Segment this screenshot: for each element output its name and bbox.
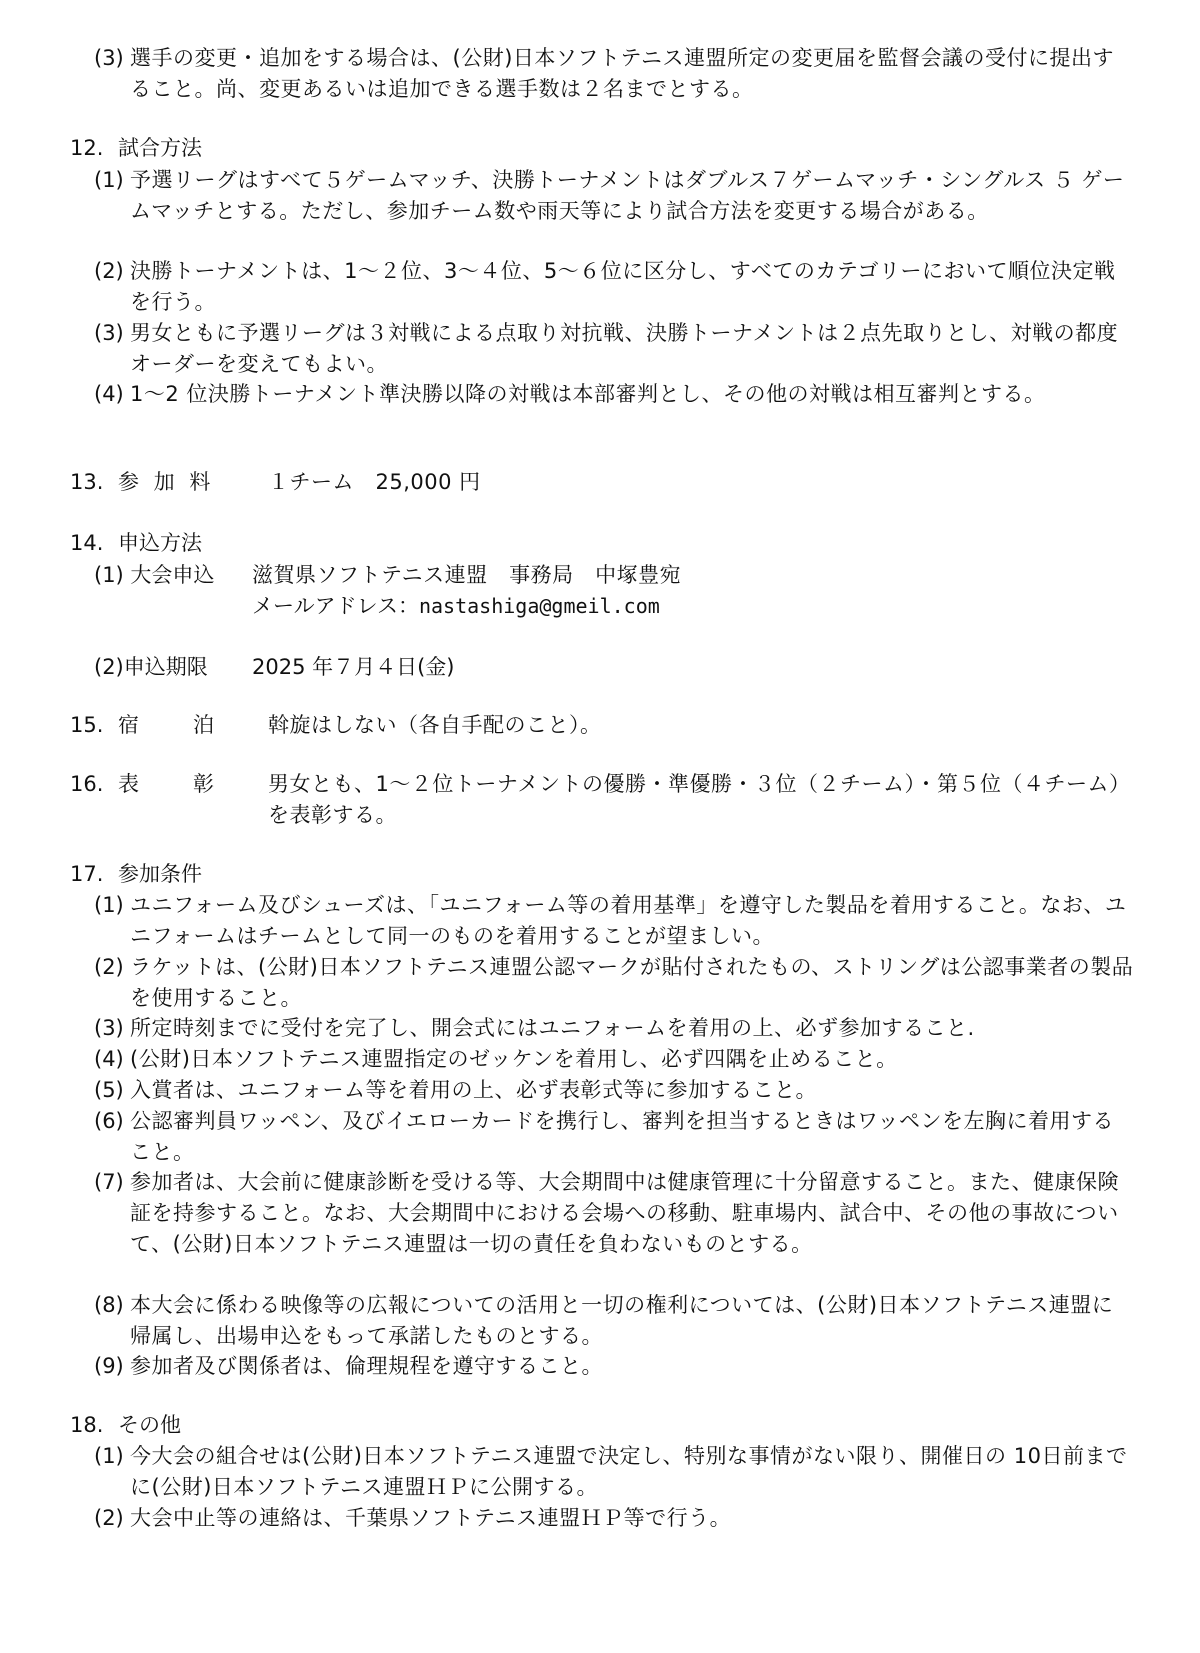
section-title-12: [70, 133, 202, 164]
item-text: 参加者及び関係者は、倫理規程を遵守すること。: [130, 1354, 603, 1378]
section-number: 17.: [70, 862, 104, 886]
section-heading: 試合方法: [118, 136, 202, 160]
section-number: 14.: [70, 531, 104, 555]
list-item: [94, 1351, 1134, 1382]
item-text: 大会中止等の連絡は、千葉県ソフトテニス連盟ＨＰ等で行う。: [130, 1506, 732, 1530]
section-number: 18.: [70, 1413, 104, 1437]
list-item: [94, 379, 1134, 410]
section-heading: 申込方法: [118, 531, 202, 555]
email-label: メールアドレス：: [252, 594, 419, 618]
section-title-15: [70, 710, 268, 741]
section-heading: その他: [118, 1413, 181, 1437]
item-label: (3): [94, 46, 124, 70]
item-text: 本大会に係わる映像等の広報についての活用と一切の権利については、(公財)日本ソフトテニス連盟に帰属し、出場申込をもって承諾したものとする。: [130, 1293, 1114, 1348]
item-label: (8): [94, 1293, 124, 1317]
section-heading: 表 彰: [118, 772, 218, 796]
section-title-13: [70, 467, 268, 498]
section-heading: 宿 泊: [118, 713, 218, 737]
section-number: 16.: [70, 772, 104, 796]
item-text: (公財)日本ソフトテニス連盟指定のゼッケンを着用し、必ず四隅を止めること。: [130, 1047, 898, 1071]
section-heading: 参 加 料: [118, 470, 215, 494]
list-item: [94, 1075, 1134, 1106]
item-text: 決勝トーナメントは、1〜２位、3〜４位、5〜６位に区分し、すべてのカテゴリーにおいて順位決定戦を行う。: [130, 259, 1116, 314]
item-label: (1): [94, 168, 124, 192]
list-item: [94, 890, 1134, 952]
entry-organization: 滋賀県ソフトテニス連盟 事務局 中塚豊宛: [252, 563, 682, 587]
item-text: ラケットは、(公財)日本ソフトテニス連盟公認マークが貼付されたもの、ストリングは公認事業者の製品を使用すること。: [130, 955, 1134, 1010]
item-text: 選手の変更・追加をする場合は、(公財)日本ソフトテニス連盟所定の変更届を監督会議の受付に提出すること。尚、変更あるいは追加できる選手数は２名までとする。: [130, 46, 1115, 101]
section-number: 13.: [70, 470, 104, 494]
item-text: 今大会の組合せは(公財)日本ソフトテニス連盟で決定し、特別な事情がない限り、開催日の 10日前までに(公財)日本ソフトテニス連盟ＨＰに公開する。: [130, 1444, 1128, 1499]
section-title-14: [70, 528, 202, 559]
item-label: (4): [94, 382, 124, 406]
list-item: [94, 1503, 1134, 1534]
item-text: 1〜2 位決勝トーナメント準決勝以降の対戦は本部審判とし、その他の対戦は相互審判とする。: [130, 382, 1046, 406]
item-label: (3): [94, 321, 124, 345]
item-text: 参加者は、大会前に健康診断を受ける等、大会期間中は健康管理に十分留意すること。また、健康保険証を持参すること。なお、大会期間中における会場への移動、駐車場内、試合中、その他の事故について、(公財)日本ソフトテニス連盟は一切の責任を負わないものとする。: [130, 1170, 1119, 1256]
list-item: [94, 1167, 1134, 1260]
list-item: [94, 952, 1134, 1014]
list-item: [94, 165, 1134, 227]
lodging-value: 斡旋はしない（各自手配のこと）。: [268, 713, 602, 737]
list-item: [94, 318, 1134, 380]
item-text: 公認審判員ワッペン、及びイエローカードを携行し、審判を担当するときはワッペンを左胸に着用すること。: [130, 1109, 1114, 1164]
item-label: (5): [94, 1078, 124, 1102]
section-title-18: [70, 1410, 181, 1441]
item-label: (1): [94, 893, 124, 917]
item-label: (3): [94, 1016, 124, 1040]
email-line: [252, 591, 660, 622]
section-title-17: [70, 859, 202, 890]
item-text: 所定時刻までに受付を完了し、開会式にはユニフォームを着用の上、必ず参加すること.: [130, 1016, 975, 1040]
list-item: [94, 1044, 1134, 1075]
item-text: 入賞者は、ユニフォーム等を着用の上、必ず表彰式等に参加すること。: [130, 1078, 817, 1102]
item-label: (4): [94, 1047, 124, 1071]
item-label: (2): [94, 1506, 124, 1530]
section-title-16: [70, 769, 268, 800]
entry-label: (1) 大会申込: [94, 563, 215, 587]
item-label: (6): [94, 1109, 124, 1133]
list-item: [94, 1106, 1134, 1168]
section-number: 15.: [70, 713, 104, 737]
list-item: [94, 256, 1134, 318]
deadline-value: 2025 年７月４日(金): [252, 655, 455, 679]
item-label: (2): [94, 955, 124, 979]
list-item: [94, 1441, 1134, 1503]
item-label: (1): [94, 1444, 124, 1468]
item-label: (2): [94, 259, 124, 283]
item-text: 予選リーグはすべて５ゲームマッチ、決勝トーナメントはダブルス７ゲームマッチ・シングルス ５ ゲームマッチとする。ただし、参加チーム数や雨天等により試合方法を変更する場合がある。: [130, 168, 1125, 223]
list-item: [94, 43, 1134, 105]
item-text: ユニフォーム及びシューズは、「ユニフォーム等の着用基準」を遵守した製品を着用すること。なお、ユニフォームはチームとして同一のものを着用することが望ましい。: [130, 893, 1127, 948]
section-number: 12.: [70, 136, 104, 160]
list-item: [94, 1013, 1134, 1044]
deadline-label: (2)申込期限: [94, 655, 208, 679]
list-item: [94, 1290, 1134, 1352]
item-label: (7): [94, 1170, 124, 1194]
section-heading: 参加条件: [118, 862, 202, 886]
item-label: (9): [94, 1354, 124, 1378]
email-address: nastashiga@gmeil.com: [418, 594, 660, 618]
awards-value: 男女とも、1〜２位トーナメントの優勝・準優勝・３位（２チーム）・第５位（４チーム）を表彰する。: [268, 772, 1131, 827]
item-text: 男女ともに予選リーグは３対戦による点取り対抗戦、決勝トーナメントは２点先取りとし、対戦の都度オーダーを変えてもよい。: [130, 321, 1119, 376]
fee-value: １チーム 25,000 円: [268, 470, 481, 494]
